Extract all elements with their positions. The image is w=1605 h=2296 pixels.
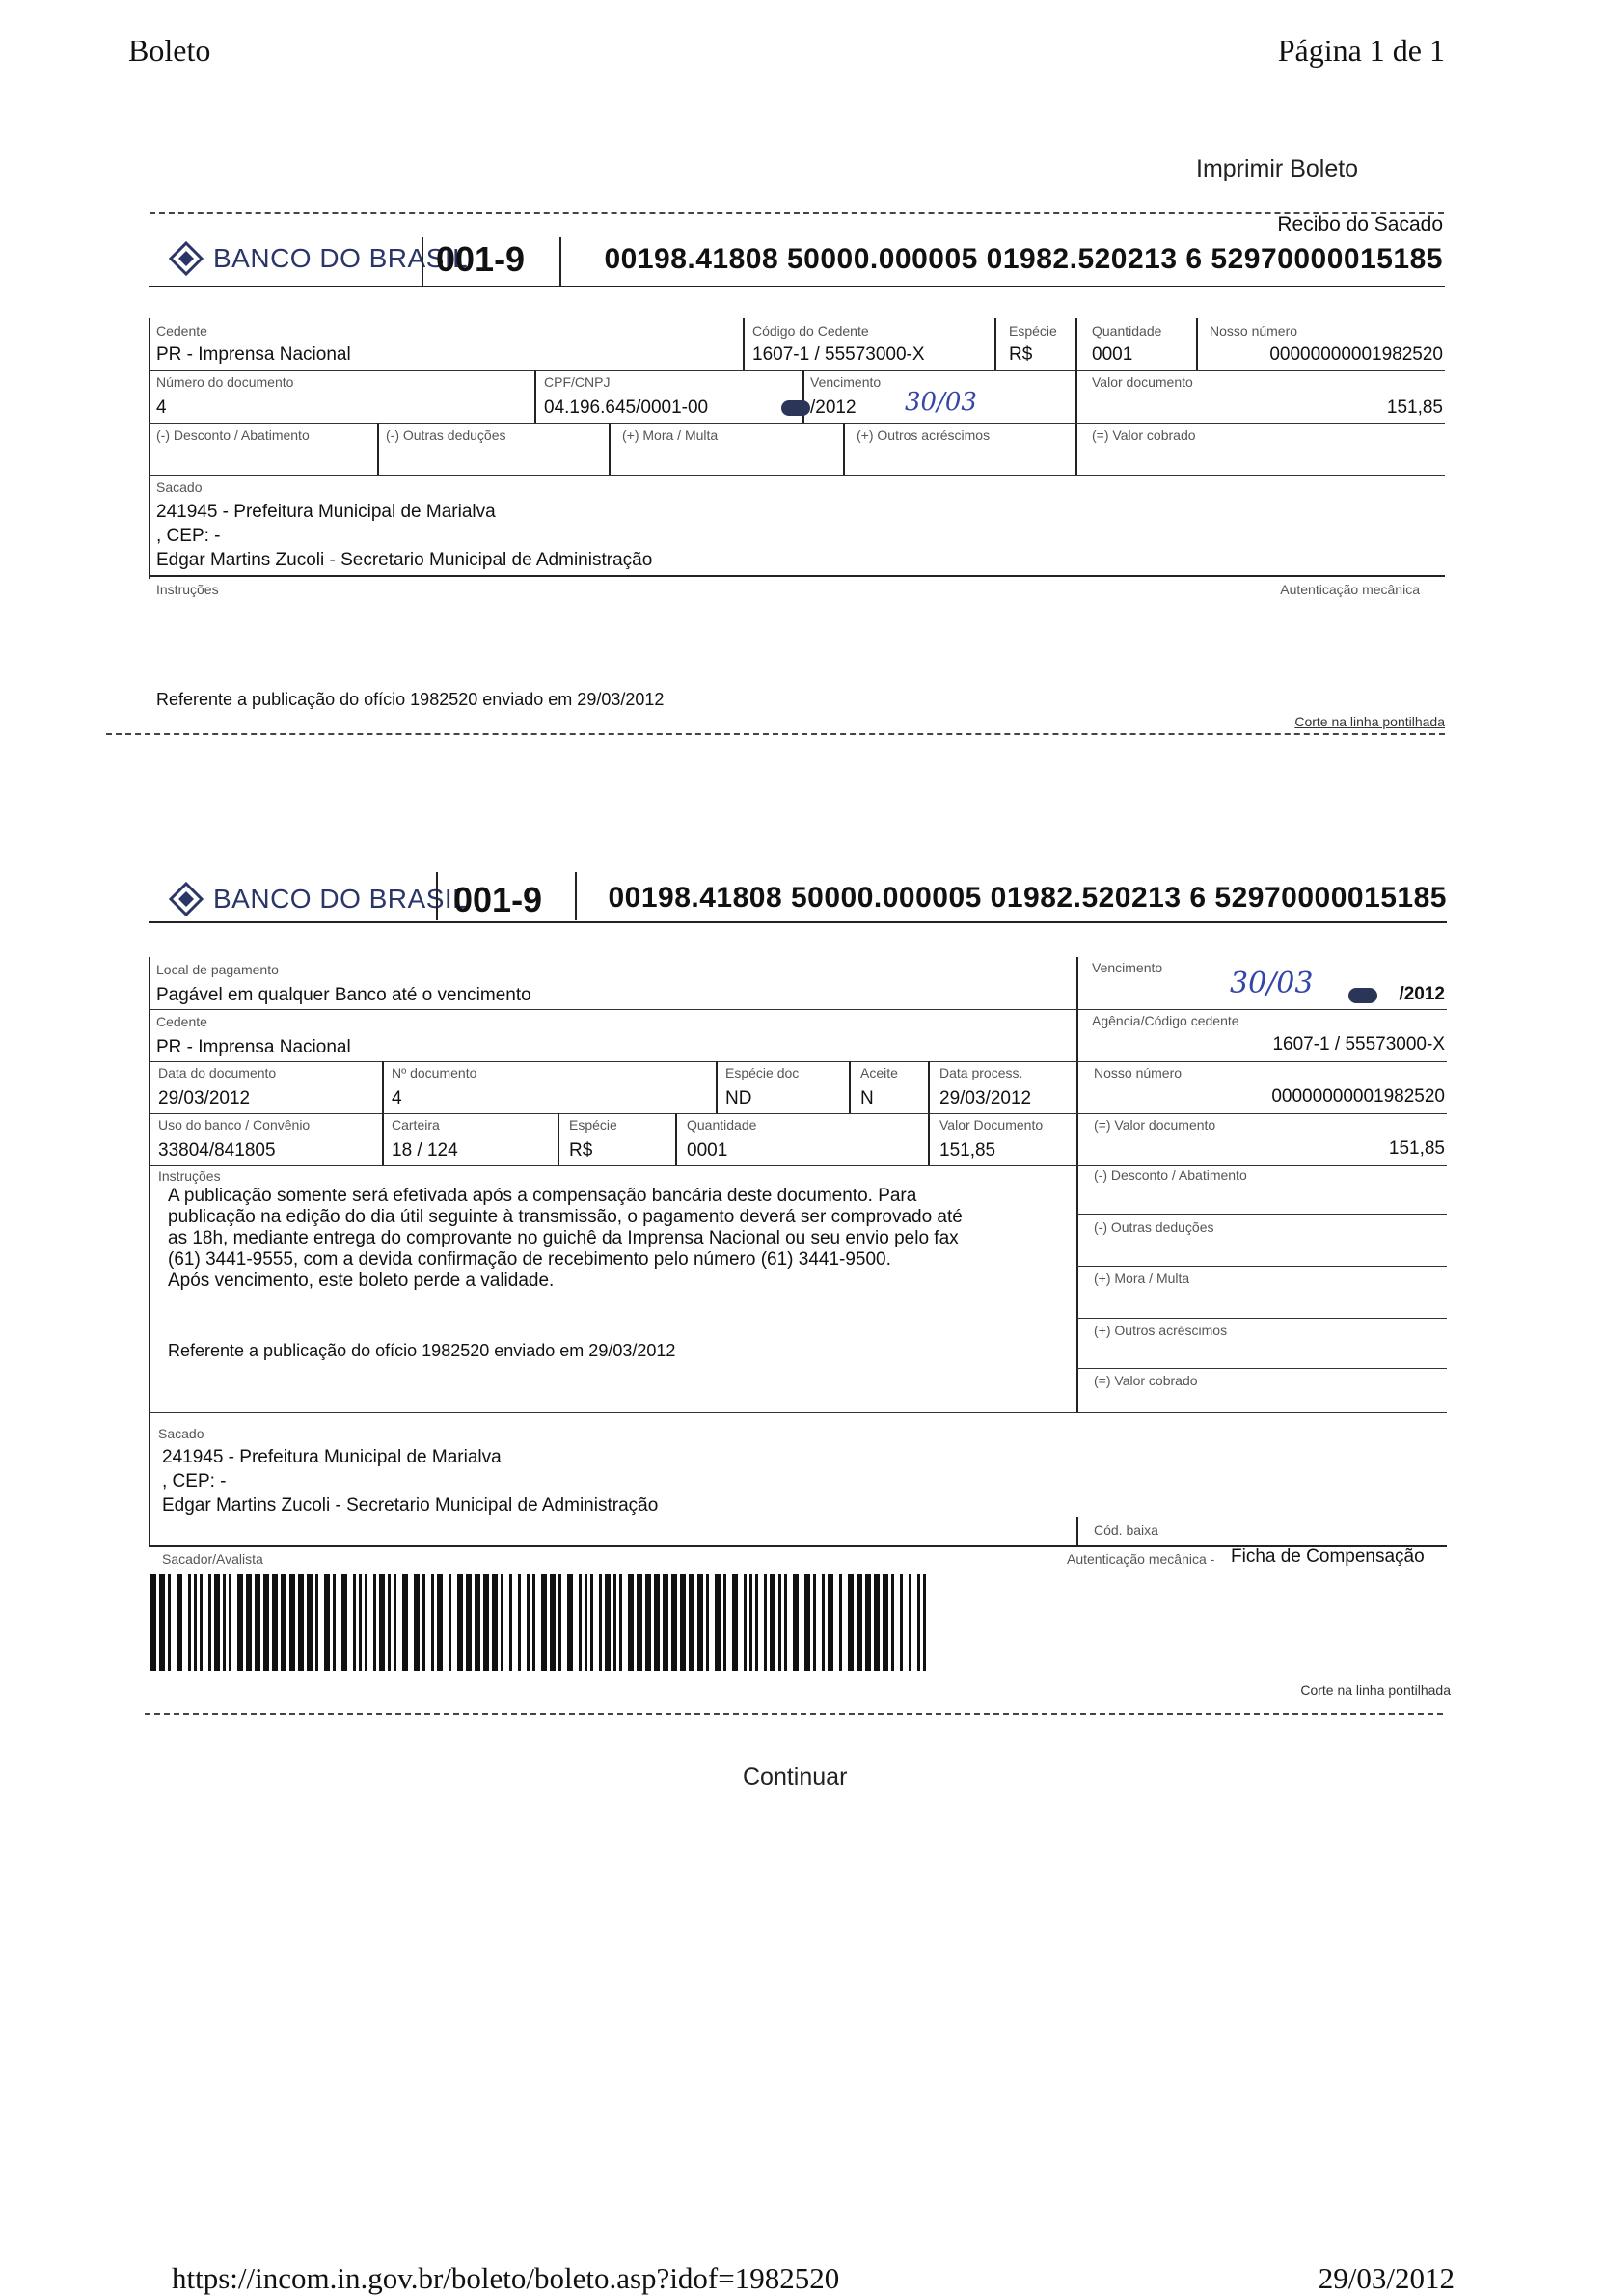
barcode-bar (359, 1574, 362, 1671)
barcode-bar (394, 1574, 396, 1671)
nosso-numero-value: 00000000001982520 (1269, 344, 1443, 365)
barcode-bar (315, 1574, 318, 1671)
barcode-bar (388, 1574, 391, 1671)
barcode-bar (177, 1574, 182, 1671)
barcode-bar (550, 1574, 556, 1671)
barcode-bar (755, 1574, 758, 1671)
barcode-bar (353, 1574, 356, 1671)
barcode-bar (281, 1574, 286, 1671)
divider (1076, 1368, 1447, 1369)
barcode-bar (223, 1574, 226, 1671)
barcode-bar (237, 1574, 243, 1671)
data-documento-value: 29/03/2012 (158, 1088, 251, 1108)
top-dashed-divider (150, 212, 1444, 214)
barcode-bar (663, 1574, 668, 1671)
valor-documento-value: 151,85 (1386, 397, 1443, 418)
ficha-digitable-line: 00198.41808 50000.000005 01982.520213 6 52970000015185 (608, 882, 1447, 914)
barcode-bar (532, 1574, 535, 1671)
cedente-value: PR - Imprensa Nacional (156, 344, 351, 365)
barcode-bar (414, 1574, 420, 1671)
aceite-value: N (860, 1088, 874, 1108)
local-pagamento-value: Pagável em qualquer Banco até o vencimento (156, 985, 531, 1005)
instruction-line: publicação na edição do dia útil seguinte à transmissão, o pagamento deverá ser comprovado até (168, 1207, 963, 1227)
barcode-bar (200, 1574, 203, 1671)
barcode-bar (333, 1574, 336, 1671)
barcode-bar (628, 1574, 634, 1671)
barcode-bar (541, 1574, 547, 1671)
divider (1076, 1517, 1078, 1545)
vencimento-handwritten: 30/03 (1230, 967, 1314, 1000)
barcode-bar (732, 1574, 738, 1671)
label-numero-documento: Número do documento (156, 374, 294, 390)
ficha-cut-line (145, 1713, 1443, 1715)
sacado-line: 241945 - Prefeitura Municipal de Marialva (162, 1447, 502, 1467)
barcode-bar (917, 1574, 920, 1671)
divider (1196, 318, 1198, 371)
barcode-bar (214, 1574, 220, 1671)
instruction-line: as 18h, mediante entrega do comprovante no guichê da Imprensa Nacional ou seu envio pelo fax (168, 1228, 959, 1248)
divider (149, 921, 1447, 923)
label-cod-baixa: Cód. baixa (1094, 1522, 1158, 1538)
barcode-bar (324, 1574, 330, 1671)
ficha-corte-label: Corte na linha pontilhada (1300, 1682, 1451, 1698)
barcode-bar (637, 1574, 642, 1671)
barcode-bar (749, 1574, 752, 1671)
divider (149, 1061, 1447, 1062)
barcode-bar (645, 1574, 651, 1671)
codigo-cedente-value: 1607-1 / 55573000-X (752, 344, 925, 365)
barcode-bar (839, 1574, 842, 1671)
label-mora: (+) Mora / Multa (622, 427, 719, 443)
label-especie-doc: Espécie doc (725, 1065, 800, 1080)
barcode-bar (449, 1574, 451, 1671)
ficha-title: Ficha de Compensação (1231, 1546, 1425, 1567)
divider (149, 423, 1445, 424)
numero-documento-value: 4 (156, 397, 167, 418)
barcode-bar (778, 1574, 781, 1671)
receipt-cut-line (106, 733, 1445, 735)
barcode-bar (289, 1574, 295, 1671)
barcode-bar (501, 1574, 503, 1671)
barcode-bar (307, 1574, 313, 1671)
digitable-line: 00198.41808 50000.000005 01982.520213 6 52970000015185 (604, 243, 1443, 275)
receipt-caption: Recibo do Sacado (1277, 213, 1443, 235)
label-sacado: Sacado (158, 1426, 204, 1441)
barcode-bar (365, 1574, 367, 1671)
barcode-bar (804, 1574, 810, 1671)
agencia-value: 1607-1 / 55573000-X (1272, 1034, 1445, 1054)
sacado-line: Edgar Martins Zucoli - Secretario Municipal de Administração (156, 550, 653, 570)
uso-banco-value: 33804/841805 (158, 1140, 276, 1161)
barcode-bar (246, 1574, 252, 1671)
sacado-line: Edgar Martins Zucoli - Secretario Municipal de Administração (162, 1495, 659, 1516)
divider (994, 318, 996, 371)
divider (149, 1412, 1447, 1413)
quantidade-value: 0001 (1092, 344, 1133, 365)
barcode-bar (466, 1574, 472, 1671)
barcode-bar (770, 1574, 775, 1671)
label-valor-cobrado: (=) Valor cobrado (1092, 427, 1196, 443)
divider (149, 370, 1445, 371)
carteira-value: 18 / 124 (392, 1140, 458, 1161)
sacado-line: , CEP: - (162, 1471, 227, 1491)
divider (559, 237, 561, 286)
ficha-bank-logo (169, 882, 468, 916)
barcode-bar (923, 1574, 926, 1671)
label-especie: Espécie (1009, 323, 1057, 339)
label-mora: (+) Mora / Multa (1094, 1271, 1190, 1286)
barcode-bar (599, 1574, 602, 1671)
divider (743, 318, 745, 371)
bank-code: 001-9 (436, 239, 526, 279)
label-desconto: (-) Desconto / Abatimento (1094, 1167, 1247, 1183)
divider (149, 575, 1445, 577)
label-data-process: Data process. (939, 1065, 1023, 1080)
divider (843, 423, 845, 475)
barcode-bar (402, 1574, 408, 1671)
barcode-bar (689, 1574, 694, 1671)
barcode-bar (744, 1574, 747, 1671)
barcode-bar (857, 1574, 862, 1671)
vencimento-handwritten: 30/03 (905, 388, 977, 417)
receipt-referente: Referente a publicação do ofício 1982520 enviado em 29/03/2012 (156, 690, 665, 709)
data-process-value: 29/03/2012 (939, 1088, 1032, 1108)
valor-documento-value: 151,85 (1388, 1138, 1445, 1159)
label-outros-acrescimos: (+) Outros acréscimos (1094, 1323, 1228, 1338)
label-vencimento: Vencimento (1092, 960, 1163, 975)
instruction-line: A publicação somente será efetivada após a compensação bancária deste documento. Para (168, 1186, 917, 1206)
label-nosso-numero: Nosso número (1210, 323, 1298, 339)
barcode-bar (654, 1574, 660, 1671)
label-autenticacao: Autenticação mecânica - (1067, 1551, 1215, 1567)
barcode-bar (159, 1574, 165, 1671)
barcode-bar (168, 1574, 171, 1671)
cpf-cnpj-value: 04.196.645/0001-00 (544, 397, 709, 418)
sacado-line: 241945 - Prefeitura Municipal de Marialva (156, 502, 496, 522)
divider (558, 1113, 559, 1165)
barcode-bar (150, 1574, 156, 1671)
footer-url: https://incom.in.gov.br/boleto/boleto.asp?idof=1982520 (172, 2261, 840, 2295)
barcode-bar (723, 1574, 726, 1671)
divider (849, 1061, 851, 1113)
barcode-bar (422, 1574, 425, 1671)
divider (149, 957, 150, 1545)
label-cpf-cnpj: CPF/CNPJ (544, 374, 611, 390)
barcode-bar (822, 1574, 825, 1671)
barcode-bar (715, 1574, 721, 1671)
divider (1075, 318, 1077, 371)
instruction-line: Após vencimento, este boleto perde a validade. (168, 1271, 555, 1291)
divider (1076, 1214, 1447, 1215)
especie-value: R$ (569, 1140, 593, 1161)
barcode-bar (298, 1574, 304, 1671)
label-data-documento: Data do documento (158, 1065, 277, 1080)
barcode-bar (208, 1574, 211, 1671)
label-especie: Espécie (569, 1117, 617, 1133)
label-valor-cobrado: (=) Valor cobrado (1094, 1373, 1198, 1388)
valor-documento-mid-value: 151,85 (939, 1140, 996, 1161)
divider (149, 286, 1445, 287)
label-agencia: Agência/Código cedente (1092, 1013, 1239, 1028)
barcode-bar (437, 1574, 443, 1671)
label-outras-deducoes: (-) Outras deduções (386, 427, 506, 443)
barcode-bar (813, 1574, 816, 1671)
label-autenticacao: Autenticação mecânica (1280, 582, 1420, 597)
label-instrucoes: Instruções (156, 582, 219, 597)
barcode-bar (518, 1574, 521, 1671)
barcode-bar (188, 1574, 191, 1671)
barcode-bar (784, 1574, 787, 1671)
barcode-bar (585, 1574, 587, 1671)
continue-button[interactable]: Continuar (743, 1763, 848, 1790)
barcode-bar (619, 1574, 622, 1671)
label-uso-banco: Uso do banco / Convênio (158, 1117, 311, 1133)
divider (422, 237, 423, 286)
label-valor-documento-mid: Valor Documento (939, 1117, 1044, 1133)
barcode-bar (263, 1574, 269, 1671)
barcode-bar (255, 1574, 260, 1671)
bank-logo-icon (169, 241, 204, 276)
vencimento-value: /2012 (810, 397, 857, 418)
divider (149, 318, 150, 579)
especie-doc-value: ND (725, 1088, 752, 1108)
barcode-bar (194, 1574, 197, 1671)
barcode-bar (900, 1574, 903, 1671)
barcode-bar (883, 1574, 888, 1671)
barcode-bar (605, 1574, 611, 1671)
label-codigo-cedente: Código do Cedente (752, 323, 869, 339)
divider (149, 475, 1445, 476)
especie-value: R$ (1009, 344, 1033, 365)
barcode-bar (475, 1574, 480, 1671)
label-aceite: Aceite (860, 1065, 898, 1080)
label-sacador: Sacador/Avalista (162, 1551, 263, 1567)
barcode-bar (509, 1574, 512, 1671)
label-vencimento: Vencimento (810, 374, 882, 390)
divider (1076, 1266, 1447, 1267)
barcode (150, 1574, 938, 1671)
bank-logo-icon (169, 882, 204, 916)
barcode-bar (891, 1574, 894, 1671)
label-sacado: Sacado (156, 479, 203, 495)
barcode-bar (793, 1574, 799, 1671)
barcode-bar (764, 1574, 767, 1671)
barcode-bar (579, 1574, 582, 1671)
barcode-bar (527, 1574, 530, 1671)
barcode-bar (272, 1574, 278, 1671)
footer-date: 29/03/2012 (1318, 2261, 1455, 2295)
instruction-line: (61) 3441-9555, com a devida confirmação de recebimento pelo número (61) 3441-9500. (168, 1249, 891, 1270)
label-valor-documento: Valor documento (1092, 374, 1193, 390)
divider (575, 872, 577, 920)
label-quantidade: Quantidade (687, 1117, 757, 1133)
sacado-line: , CEP: - (156, 526, 221, 546)
barcode-bar (492, 1574, 498, 1671)
cedente-value: PR - Imprensa Nacional (156, 1037, 351, 1057)
barcode-bar (613, 1574, 616, 1671)
label-cedente: Cedente (156, 323, 207, 339)
divider (149, 1165, 1447, 1166)
label-instrucoes: Instruções (158, 1168, 221, 1184)
divider (377, 423, 379, 475)
barcode-bar (909, 1574, 911, 1671)
divider (149, 1009, 1447, 1010)
label-outras-deducoes: (-) Outras deduções (1094, 1219, 1214, 1235)
ficha-bank-code: 001-9 (453, 880, 543, 919)
barcode-bar (457, 1574, 463, 1671)
barcode-bar (671, 1574, 677, 1671)
label-valor-documento: (=) Valor documento (1094, 1117, 1216, 1133)
divider (534, 370, 536, 423)
barcode-bar (229, 1574, 231, 1671)
barcode-bar (828, 1574, 833, 1671)
barcode-bar (590, 1574, 593, 1671)
bank-name: BANCO DO BRASIL (213, 243, 469, 273)
ficha-referente: Referente a publicação do ofício 1982520 enviado em 29/03/2012 (168, 1341, 676, 1360)
page-indicator: Página 1 de 1 (1277, 33, 1445, 68)
barcode-bar (680, 1574, 686, 1671)
divider (1076, 1318, 1447, 1319)
divider (716, 1061, 718, 1113)
divider (149, 1113, 1447, 1114)
label-desconto: (-) Desconto / Abatimento (156, 427, 310, 443)
page-title: Boleto (128, 33, 211, 68)
ink-blot (1348, 988, 1377, 1003)
instructions-text (168, 1186, 1094, 1292)
barcode-bar (865, 1574, 871, 1671)
barcode-bar (431, 1574, 434, 1671)
vencimento-value: /2012 (1399, 984, 1445, 1004)
label-no-documento: Nº documento (392, 1065, 477, 1080)
bank-name: BANCO DO BRASIL (213, 884, 469, 914)
barcode-bar (848, 1574, 854, 1671)
divider (675, 1113, 677, 1165)
barcode-bar (379, 1574, 385, 1671)
ink-blot (781, 400, 810, 416)
barcode-bar (558, 1574, 561, 1671)
barcode-bar (483, 1574, 489, 1671)
barcode-bar (567, 1574, 573, 1671)
label-carteira: Carteira (392, 1117, 440, 1133)
divider (1076, 957, 1078, 1412)
quantidade-value: 0001 (687, 1140, 728, 1161)
no-documento-value: 4 (392, 1088, 402, 1108)
barcode-bar (706, 1574, 709, 1671)
barcode-bar (341, 1574, 347, 1671)
receipt-corte-label: Corte na linha pontilhada (1294, 714, 1445, 729)
print-boleto-button[interactable]: Imprimir Boleto (1196, 155, 1359, 182)
barcode-bar (697, 1574, 703, 1671)
label-nosso-numero: Nosso número (1094, 1065, 1183, 1080)
label-local-pagamento: Local de pagamento (156, 962, 279, 977)
divider (609, 423, 611, 475)
label-cedente: Cedente (156, 1014, 207, 1029)
nosso-numero-value: 00000000001982520 (1271, 1086, 1445, 1107)
label-outros-acrescimos: (+) Outros acréscimos (857, 427, 991, 443)
barcode-bar (373, 1574, 376, 1671)
divider (436, 872, 438, 920)
label-quantidade: Quantidade (1092, 323, 1162, 339)
barcode-bar (874, 1574, 880, 1671)
